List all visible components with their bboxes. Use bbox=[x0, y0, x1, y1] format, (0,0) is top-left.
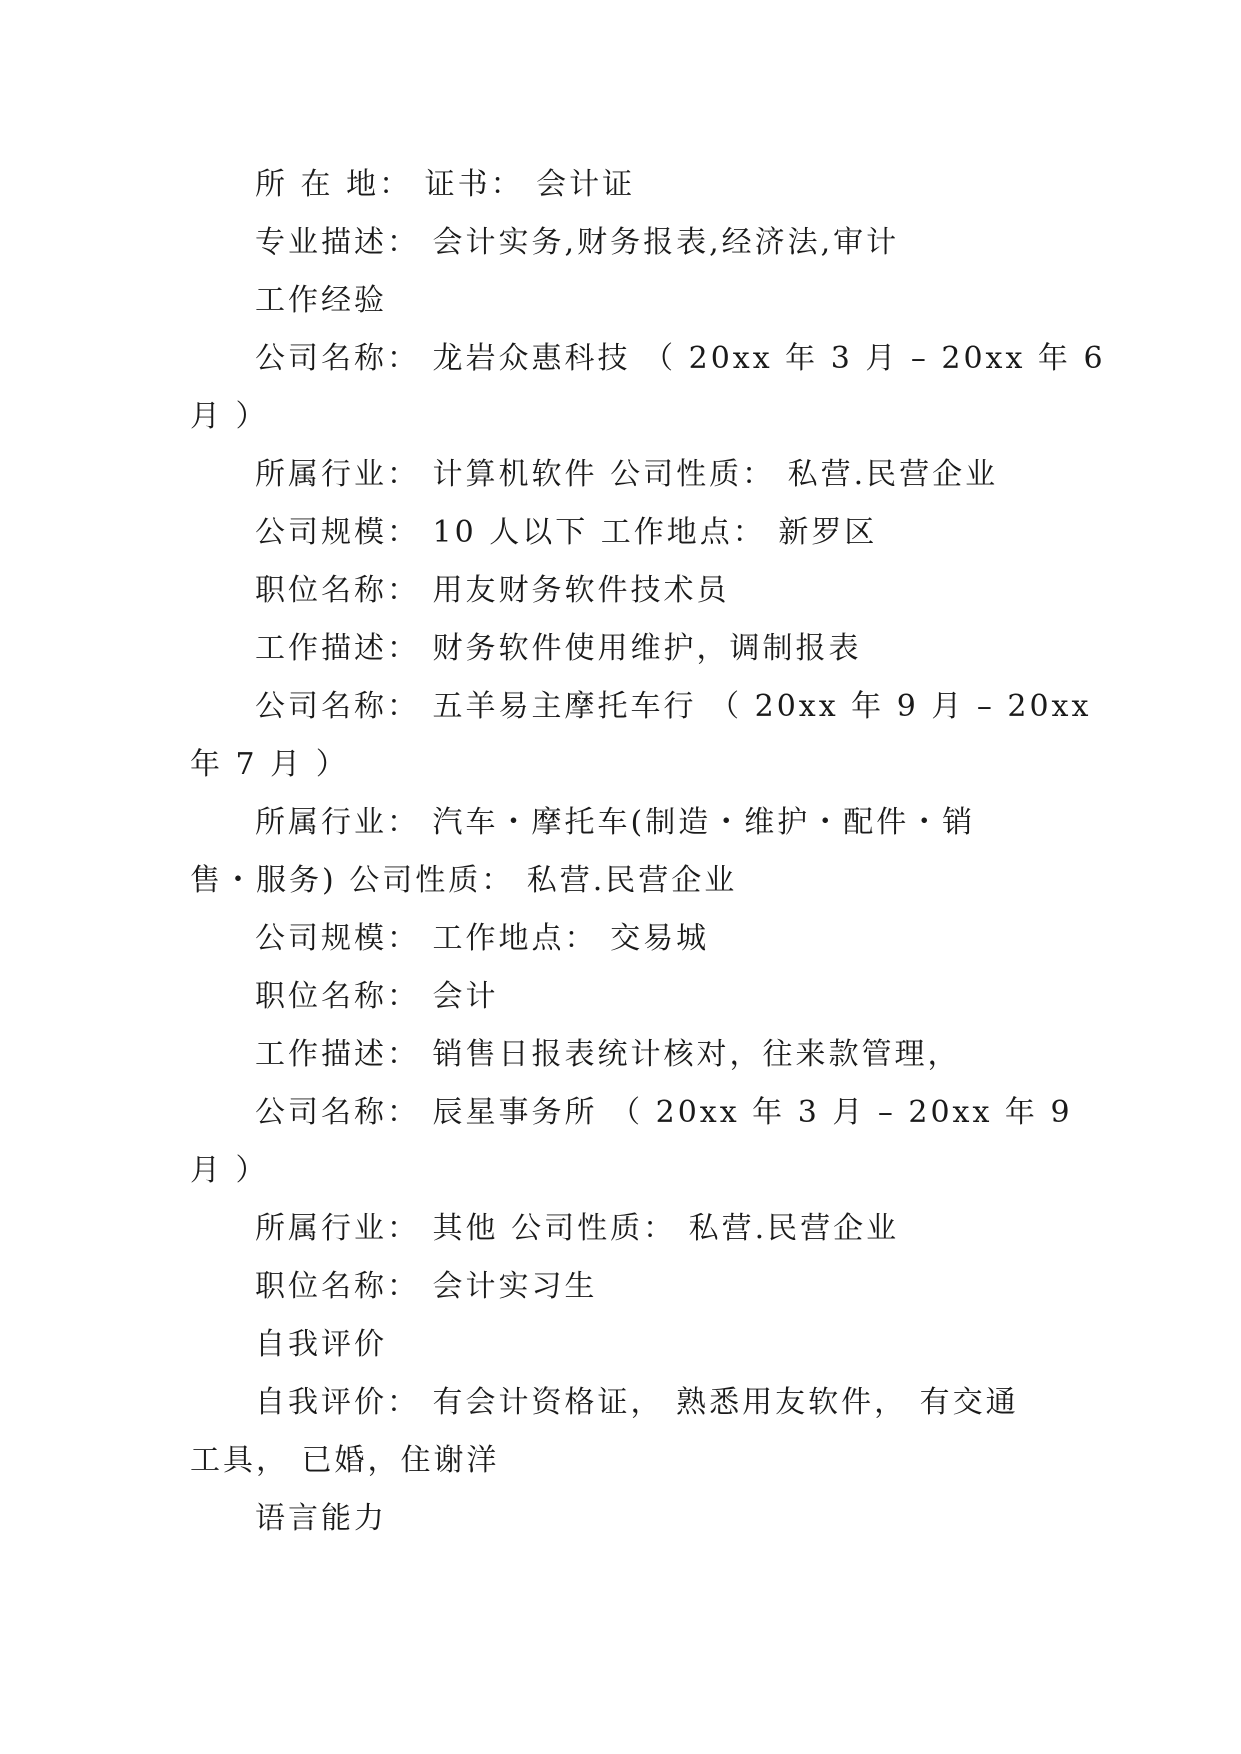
industry-line: 所属行业： 计算机软件 公司性质： 私营.民营企业 bbox=[255, 457, 999, 492]
self-evaluation-heading: 自我评价 bbox=[255, 1327, 387, 1362]
company-name-line-cont: 年 7 月 ） bbox=[190, 747, 349, 782]
company-name-line: 公司名称： 辰星事务所 （ 20xx 年 3 月 – 20xx 年 9 bbox=[255, 1095, 1073, 1130]
location-certificate-line: 所 在 地： 证书： 会计证 bbox=[255, 167, 636, 202]
company-name-line-cont: 月 ） bbox=[190, 1153, 269, 1188]
industry-line-cont: 售・服务) 公司性质： 私营.民营企业 bbox=[190, 863, 738, 898]
position-line: 职位名称： 会计实习生 bbox=[255, 1269, 598, 1304]
company-name-line-cont: 月 ） bbox=[190, 399, 269, 434]
position-line: 职位名称： 会计 bbox=[255, 979, 499, 1014]
language-ability-heading: 语言能力 bbox=[255, 1501, 387, 1536]
company-name-line: 公司名称： 五羊易主摩托车行 （ 20xx 年 9 月 – 20xx bbox=[255, 689, 1092, 724]
self-evaluation-line-cont: 工具， 已婚，住谢洋 bbox=[190, 1443, 500, 1478]
job-description-line: 工作描述： 销售日报表统计核对，往来款管理， bbox=[255, 1037, 961, 1072]
self-evaluation-line: 自我评价： 有会计资格证， 熟悉用友软件， 有交通 bbox=[255, 1385, 1019, 1420]
company-size-line: 公司规模： 工作地点： 交易城 bbox=[255, 921, 710, 956]
company-size-line: 公司规模： 10 人以下 工作地点： 新罗区 bbox=[255, 515, 878, 550]
position-line: 职位名称： 用友财务软件技术员 bbox=[255, 573, 730, 608]
company-name-line: 公司名称： 龙岩众惠科技 （ 20xx 年 3 月 – 20xx 年 6 bbox=[255, 341, 1106, 376]
industry-line: 所属行业： 汽车・摩托车(制造・维护・配件・销 bbox=[255, 805, 976, 840]
major-description-line: 专业描述： 会计实务,财务报表,经济法,审计 bbox=[255, 225, 900, 260]
work-experience-heading: 工作经验 bbox=[255, 283, 387, 318]
industry-line: 所属行业： 其他 公司性质： 私营.民营企业 bbox=[255, 1211, 900, 1246]
job-description-line: 工作描述： 财务软件使用维护，调制报表 bbox=[255, 631, 862, 666]
